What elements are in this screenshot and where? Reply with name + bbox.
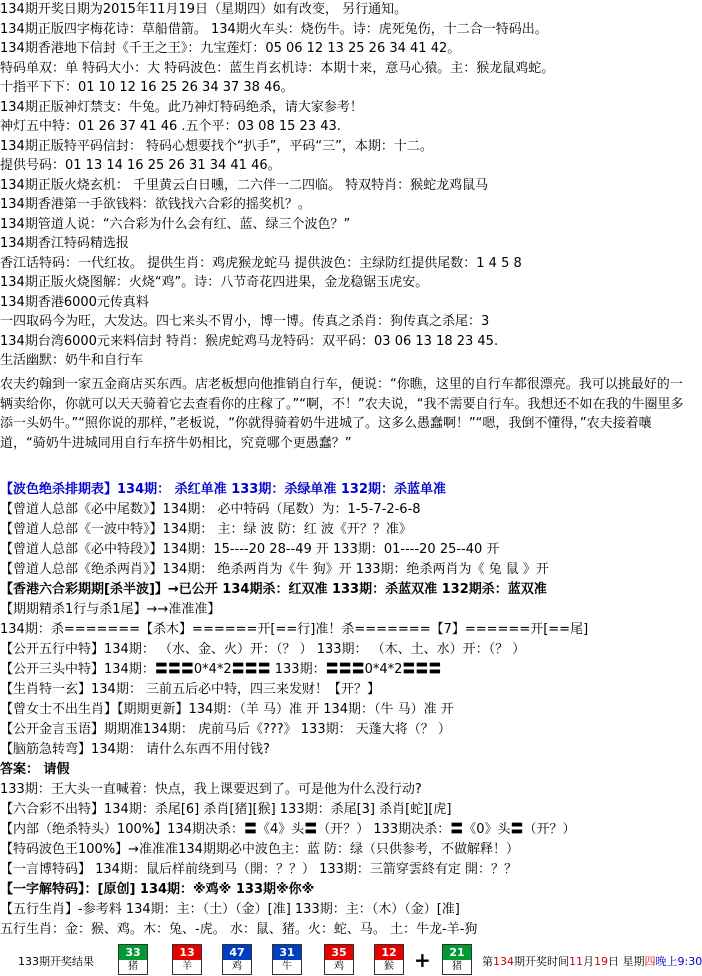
result-ball — [272, 944, 302, 975]
block-wave-kill: 【波色绝杀排期表】134期： 杀红单准 133期：杀绿单准 132期：杀蓝单准 — [0, 482, 446, 497]
humor-story: 农夫约翰到一家五金商店买东西。店老板想向他推销自行车，便说：“你瞧，这里的自行车都很漂亮。我可以挑最好的一辆卖给你，你就可以天天骑着它去查看你的庄稼了。”“啊，不！”农夫说，“我不需要自行车。我想还不如在我的牛圈里多添一头奶牛。”“照你说的那样，”老板说，“你就得骑着奶牛进城了。这多么愚蠢啊！”“嗯，我倒不懂得，”农夫接着嚷道，“骑奶牛进城同用自行车挤牛奶相比，究竟哪个更愚蠢？” — [0, 377, 684, 451]
next-draw-issue: 134 — [493, 955, 514, 968]
block-riddle: 133期：王大头一直喊着：快点，我上课要迟到了。可是他为什么没行动? — [0, 782, 422, 797]
ball-number: 12 — [381, 946, 397, 959]
ball-number: 35 — [331, 946, 347, 959]
block-kill-wood: 134期：杀=======【杀木】======开[==行]准！杀=======【7】======开[==尾] — [0, 622, 589, 637]
draw-result-label: 133期开奖结果 — [18, 955, 94, 968]
block-answer: 答案： 请假 — [0, 762, 70, 777]
result-ball — [374, 944, 404, 975]
line-plum-poem: 134期正版四字梅花诗：草船借箭。 134期火车头：烧伤牛。诗：虎死兔伤，十二合一特码出。 — [0, 21, 548, 37]
result-ball — [172, 944, 202, 975]
next-draw-day: 19 — [594, 955, 608, 968]
block-three-heads: 【公开三头中特】134期：〓〓〓0*4*2〓〓〓 133期：〓〓〓0*4*2〓〓〓 — [0, 662, 442, 677]
block-not-out: 【六合彩不出特】134期：杀尾[6] 杀肖[猪][猴] 133期：杀尾[3] 杀肖[蛇][虎] — [0, 802, 452, 817]
line-humor-title: 生活幽默：奶牛和自行车 — [0, 353, 144, 368]
next-draw-info — [482, 953, 702, 969]
block-half-wave: 【香港六合彩期期[杀半波]】→已公开 134期杀：红双准 133期：杀蓝双准 132期杀：蓝双准 — [0, 582, 547, 597]
next-draw-month: 11 — [569, 955, 583, 968]
line-ten-fingers: 十指平下下：01 10 12 16 25 26 34 37 38 46。 — [0, 80, 294, 95]
result-ball — [222, 944, 252, 975]
next-draw-time: 晚上9:30 — [655, 955, 702, 968]
ball-zodiac: 猪 — [119, 960, 147, 974]
result-ball — [118, 944, 148, 975]
line-hk-envelope: 134期香港地下信封《千王之王》：九宝莲灯：05 06 12 13 25 26 34 41 42。 — [0, 41, 461, 56]
block-wave-king: 【特码波色王100%】→准准准134期期必中波色主：蓝 防：绿（只供参考，不做解释！） — [0, 842, 520, 857]
line-provided-numbers: 提供号码：01 13 14 16 25 26 31 34 41 46。 — [0, 158, 281, 173]
line-lamp-five: 神灯五中特：01 26 37 41 46 .五个平：03 08 15 23 43. — [0, 119, 341, 134]
block-tail-numbers: 【曾道人总部《必中尾数》】134期： 必中特码（尾数）为：1-5-7-2-6-8 — [0, 502, 421, 517]
line-fire-diagram: 134期正版火烧图解：火烧“鸡”。诗：八节奇花四进果，金龙稳锯玉虎安。 — [0, 275, 429, 290]
next-draw-weekday: 四 — [644, 955, 656, 968]
line-first-hand: 134期香港第一手欲钱料：欲钱找六合彩的摇奖机？。 — [0, 197, 311, 212]
block-segment: 【曾道人总部《必中特段》】134期：15----20 28--49 开 133期：01----20 25--40 开 — [0, 542, 500, 557]
line-flat-envelope: 134期正版特平码信封： 特码心想要找个“扒手”，平码“三”，本期：十二。 — [0, 138, 433, 154]
line-pipeline-says: 134期管道人说：“六合彩为什么会有红、蓝、绿三个波色？” — [0, 216, 351, 232]
line-fax-detail: 一四取码今为旺，大发达。四七来头不胃小，博一博。传真之杀肖：狗传真之杀尾：3 — [0, 314, 490, 329]
block-kill-row-tail: 【期期精杀1行与杀1尾】→→准准准】 — [0, 602, 221, 617]
ball-zodiac: 鸡 — [325, 960, 353, 974]
line-draw-date: 134期开奖日期为2015年11月19日（星期四）如有改变， 另行通知。 — [0, 2, 408, 17]
ball-zodiac: 鸡 — [223, 960, 251, 974]
next-draw-prefix: 第 — [482, 955, 493, 968]
ball-number: 13 — [179, 946, 195, 959]
special-ball — [442, 944, 472, 975]
block-zodiac-mystery: 【生肖特一玄】134期： 三前五后必中特，四三来发财！【开？】 — [0, 682, 380, 697]
block-five-elements: 【公开五行中特】134期： （水、金、火）开：（？ ） 133期： （木、土、水）开：（？ ） — [0, 642, 526, 657]
ball-number: 33 — [125, 946, 141, 959]
line-special-attrs: 特码单双：单 特码大小：大 特码波色：蓝生肖玄机诗：本期十来，意马心猿。主：猴龙鼠鸡蛇。 — [0, 60, 555, 76]
draw-result-bar — [0, 944, 702, 976]
block-one-wave: 【曾道人总部《一波中特》】134期： 主：绿 波 防：红 波《开？？准》 — [0, 522, 412, 537]
line-xiangjiang-title: 134期香江特码精选报 — [0, 236, 129, 251]
line-taiwan-envelope: 134期台湾6000元来料信封 特肖：猴虎蛇鸡马龙特码：双平码：03 06 13 18 23 45. — [0, 333, 499, 349]
plus-sign: + — [414, 948, 431, 972]
line-fax-title: 134期香港6000元传真料 — [0, 294, 149, 310]
ball-zodiac: 牛 — [273, 960, 301, 974]
ball-zodiac: 羊 — [173, 960, 201, 974]
line-lamp-ban: 134期正版神灯禁支：牛兔。此乃神灯特码绝杀，请大家参考！ — [0, 99, 363, 115]
line-xiangjiang-detail: 香江话特码：一代红妆。 提供生肖：鸡虎猴龙蛇马 提供波色：主绿防红提供尾数：1 4 5 8 — [0, 255, 522, 271]
block-zodiac-list: 五行生肖：金：猴、鸡。木：兔、-虎。 水：鼠、猪。火：蛇、马。 土：牛龙-羊-狗 — [0, 922, 478, 937]
block-kill-two: 【曾道人总部《绝杀两肖》】134期： 绝杀两肖为《牛 狗》开 133期：绝杀两肖为《 兔 鼠 》开 — [0, 562, 549, 577]
block-one-char: 【一字解特码】：[原创] 134期：※鸡※ 133期※你※ — [0, 882, 315, 897]
block-brain-teaser: 【脑筋急转弯】134期： 请什么东西不用付钱? — [0, 742, 270, 757]
line-fire-mystery: 134期正版火烧玄机： 千里黄云白日曛，二六伴一二四临。 特双特肖：猴蛇龙鸡鼠马 — [0, 177, 489, 193]
ball-number: 21 — [449, 946, 465, 959]
next-draw-month-sep: 月 — [583, 955, 594, 968]
ball-number: 47 — [229, 946, 245, 959]
block-kill-head: 【内部（绝杀特头）100%】134期决杀：〓《4》头〓（开？） 133期决杀：〓《0》头〓（开？） — [0, 822, 576, 837]
block-golden-words: 【公开金言玉语】期期准134期： 虎前马后《???》 133期： 天蓬大将（？ ） — [0, 722, 451, 737]
block-ms-zeng: 【曾女士不出生肖】【期期更新】134期：（羊 马）准 开 134期：（牛 马）准 开 — [0, 702, 454, 717]
ball-zodiac: 猪 — [443, 960, 471, 974]
block-one-word: 【一言博特码】 134期：鼠后样前绕到马（開：？？） 133期：三箭穿雲終有定 開：？？ — [0, 862, 518, 877]
ball-zodiac: 猴 — [375, 960, 403, 974]
next-draw-day-sep: 日 星期 — [608, 955, 645, 968]
next-draw-mid: 期开奖时间 — [514, 955, 569, 968]
result-ball — [324, 944, 354, 975]
block-five-zodiac: 【五行生肖】-参考料 134期：主：（土）（金）[准] 133期：主：（木）（金）[准] — [0, 902, 460, 917]
ball-number: 31 — [279, 946, 295, 959]
